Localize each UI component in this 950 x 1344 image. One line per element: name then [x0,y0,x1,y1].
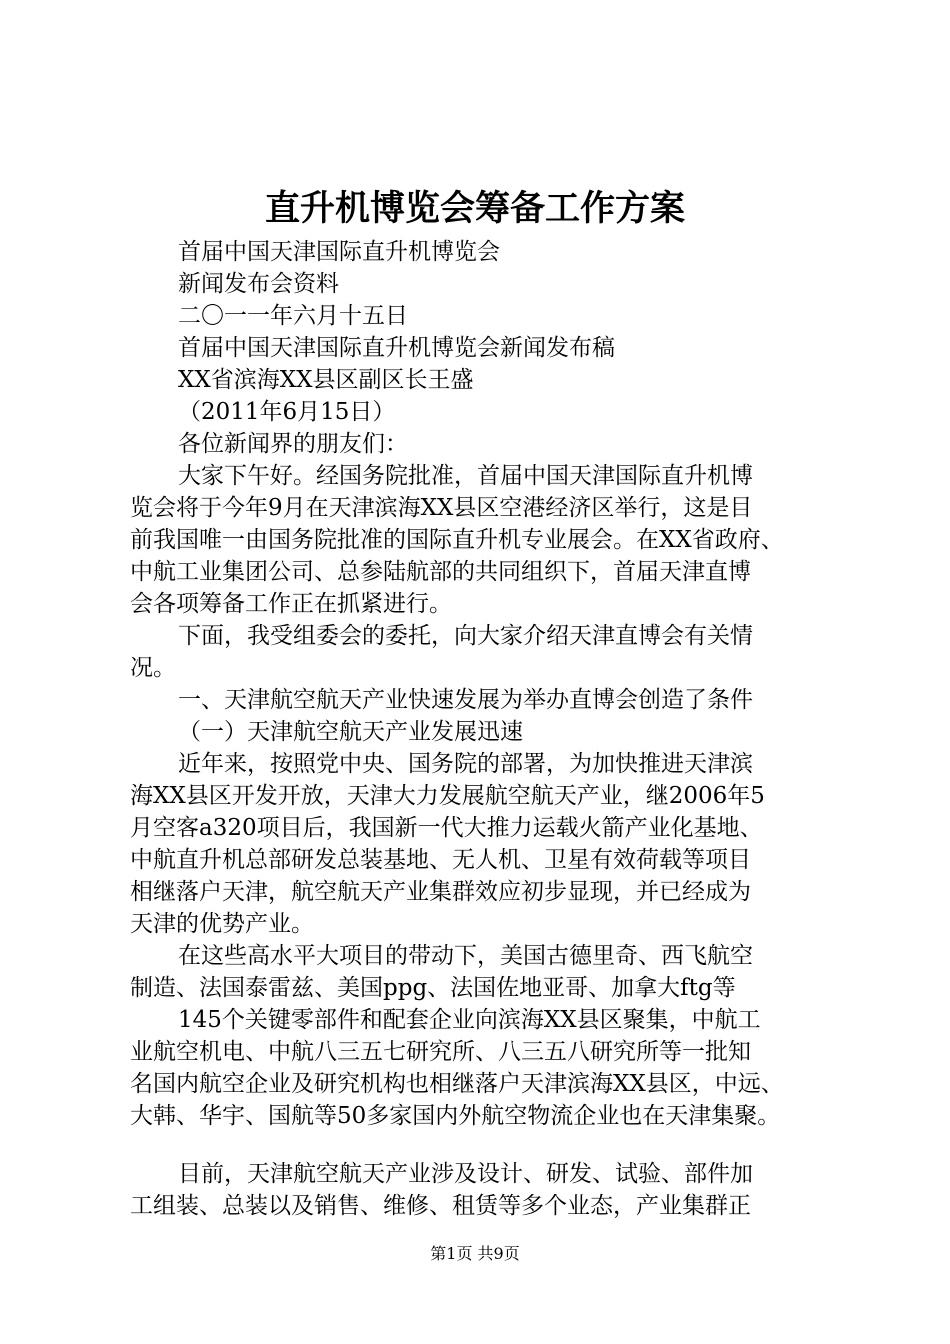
text-line: 新闻发布会资料 [178,271,339,297]
text-line: 天津的优势产业。 [130,911,314,937]
text-line: 览会将于今年9月在天津滨海XX县区空港经济区举行，这是目 [130,495,753,521]
text-line: 下面，我受组委会的委托，向大家介绍天津直博会有关情 [178,623,753,649]
text-line: 海XX县区开发开放，天津大力发展航空航天产业，继2006年5 [130,783,765,809]
text-line: 首届中国天津国际直升机博览会新闻发布稿 [178,335,615,361]
text-line: 名国内航空企业及研究机构也相继落户天津滨海XX县区，中远、 [130,1071,784,1097]
text-line: 大家下午好。经国务院批准，首届中国天津国际直升机博 [178,463,753,489]
text-line: 大韩、华宇、国航等50多家国内外航空物流企业也在天津集聚。 [130,1103,781,1129]
text-line: 在这些高水平大项目的带动下，美国古德里奇、西飞航空 [178,943,753,969]
text-line: 首届中国天津国际直升机博览会 [178,239,500,265]
text-line: 况。 [130,655,176,681]
text-line: 业航空机电、中航八三五七研究所、八三五八研究所等一批知 [130,1039,751,1065]
text-line: （2011年6月15日） [178,399,396,425]
text-line: 一、天津航空航天产业快速发展为举办直博会创造了条件 [178,687,753,713]
text-line: 月空客a320项目后，我国新一代大推力运载火箭产业化基地、 [130,815,763,841]
text-line: 制造、法国泰雷兹、美国ppg、法国佐地亚哥、加拿大ftg等 [130,975,736,1001]
text-line: 中航工业集团公司、总参陆航部的共同组织下，首届天津直博 [130,559,751,585]
text-line: 会各项筹备工作正在抓紧进行。 [130,591,452,617]
text-line: 近年来，按照党中央、国务院的部署，为加快推进天津滨 [178,751,753,777]
text-line: 145个关键零部件和配套企业向滨海XX县区聚集，中航工 [178,1007,761,1033]
page-footer: 第1页 共9页 [430,1244,520,1263]
text-line: 二〇一一年六月十五日 [178,303,408,329]
text-line: 相继落户天津，航空航天产业集群效应初步显现，并已经成为 [130,879,751,905]
text-line: 目前，天津航空航天产业涉及设计、研发、试验、部件加 [178,1161,753,1187]
text-line: XX省滨海XX县区副区长王盛 [178,367,474,393]
text-line: 工组装、总装以及销售、维修、租赁等多个业态，产业集群正 [130,1193,751,1219]
text-line: 中航直升机总部研发总装基地、无人机、卫星有效荷载等项目 [130,847,751,873]
document-title: 直升机博览会筹备工作方案 [264,188,685,229]
text-line: （一）天津航空航天产业发展迅速 [178,719,523,745]
text-line: 前我国唯一由国务院批准的国际直升机专业展会。在XX省政府、 [130,527,784,553]
text-line: 各位新闻界的朋友们： [178,431,408,457]
